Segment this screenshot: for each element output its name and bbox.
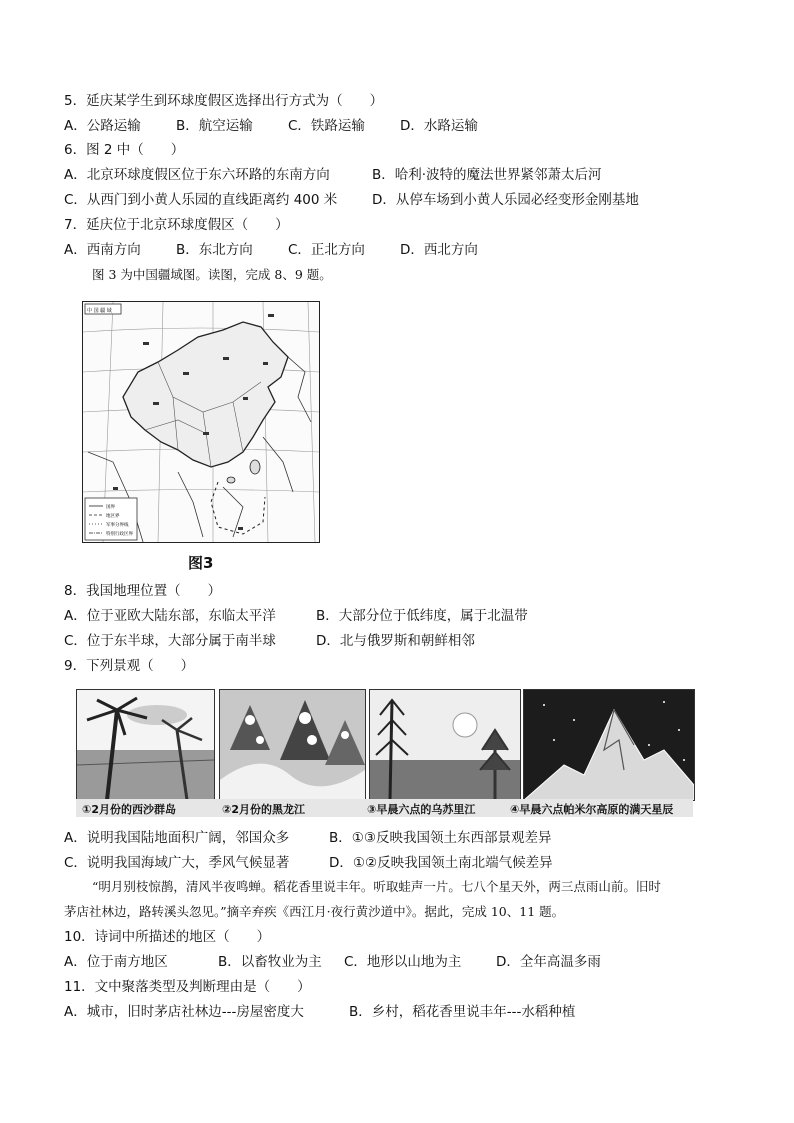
question-5-option-c[interactable]: C．铁路运输 [288, 118, 365, 134]
question-10-option-d[interactable]: D．全年高温多雨 [496, 954, 601, 970]
question-7-option-a[interactable]: A．西南方向 [64, 242, 141, 258]
poem-intro-line-1: “明月别枝惊鹊，清风半夜鸣蝉。稻花香里说丰年。听取蛙声一片。七八个星天外，两三点雨山前。旧时 [92, 879, 661, 894]
question-11-stem: 11．文中聚落类型及判断理由是（ ） [64, 979, 311, 995]
map-legend-item: 军事分界线 [106, 523, 129, 528]
map-drawing [83, 302, 319, 542]
question-7-stem: 7．延庆位于北京环球度假区（ ） [64, 217, 289, 233]
question-10-option-b[interactable]: B．以畜牧业为主 [218, 954, 322, 970]
scene-heilongjiang-snow [219, 689, 366, 801]
poem-intro-line-2: 茅店社林边，路转溪头忽见。”摘辛弃疾《西江月·夜行黄沙道中》。据此，完成 10、11 题。 [64, 904, 565, 919]
question-8-option-c[interactable]: C．位于东半球，大部分属于南半球 [64, 633, 276, 649]
scene-caption-4: ④早晨六点帕米尔高原的满天星辰 [510, 803, 674, 816]
question-9-stem: 9．下列景观（ ） [64, 658, 195, 674]
scene-xisha-islands [76, 689, 215, 801]
question-10-option-c[interactable]: C．地形以山地为主 [344, 954, 462, 970]
question-9-option-d[interactable]: D．①②反映我国领土南北端气候差异 [329, 855, 553, 871]
scene-pamir-plateau [523, 689, 695, 801]
scene-caption-1: ①2月份的西沙群岛 [82, 803, 176, 816]
question-7-option-c[interactable]: C．正北方向 [288, 242, 365, 258]
question-5-option-d[interactable]: D．水路运输 [400, 118, 478, 134]
intro-questions-8-9: 图 3 为中国疆域图。读图，完成 8、9 题。 [92, 267, 332, 282]
question-5-stem: 5．延庆某学生到环球度假区选择出行方式为（ ） [64, 93, 384, 109]
question-9-option-c[interactable]: C．说明我国海域广大，季风气候显著 [64, 855, 290, 871]
question-8-option-d[interactable]: D．北与俄罗斯和朝鲜相邻 [316, 633, 475, 649]
question-10-stem: 10．诗词中所描述的地区（ ） [64, 929, 271, 945]
question-6-option-a[interactable]: A．北京环球度假区位于东六环路的东南方向 [64, 167, 330, 183]
question-10-option-a[interactable]: A．位于南方地区 [64, 954, 168, 970]
map-legend-item: 国界 [106, 505, 115, 510]
question-5-option-b[interactable]: B．航空运输 [176, 118, 253, 134]
scene-wusuli-river [369, 689, 521, 801]
map-legend-item: 特别行政区界 [106, 532, 133, 537]
question-7-option-b[interactable]: B．东北方向 [176, 242, 253, 258]
question-8-option-a[interactable]: A．位于亚欧大陆东部，东临太平洋 [64, 608, 276, 624]
question-5-option-a[interactable]: A．公路运输 [64, 118, 141, 134]
question-6-option-c[interactable]: C．从西门到小黄人乐园的直线距离约 400 米 [64, 192, 338, 208]
question-11-option-b[interactable]: B．乡村，稻花香里说丰年---水稻种植 [349, 1004, 576, 1020]
china-territory-map [82, 301, 320, 543]
question-6-option-b[interactable]: B．哈利·波特的魔法世界紧邻萧太后河 [372, 167, 602, 183]
question-7-option-d[interactable]: D．西北方向 [400, 242, 478, 258]
question-8-option-b[interactable]: B．大部分位于低纬度，属于北温带 [316, 608, 528, 624]
map-legend-item: 地区界 [106, 514, 120, 519]
scene-caption-3: ③早晨六点的乌苏里江 [367, 803, 476, 816]
question-11-option-a[interactable]: A．城市，旧时茅店社林边---房屋密度大 [64, 1004, 304, 1020]
figure-3-caption: 图3 [188, 554, 214, 572]
question-6-stem: 6．图 2 中（ ） [64, 142, 185, 158]
scene-caption-2: ②2月份的黑龙江 [222, 803, 305, 816]
map-legend-title: 中 国 疆 域 [87, 308, 112, 314]
question-9-option-b[interactable]: B．①③反映我国领土东西部景观差异 [329, 830, 552, 846]
question-9-option-a[interactable]: A．说明我国陆地面积广阔，邻国众多 [64, 830, 290, 846]
question-8-stem: 8．我国地理位置（ ） [64, 583, 222, 599]
question-6-option-d[interactable]: D．从停车场到小黄人乐园必经变形金刚基地 [372, 192, 639, 208]
